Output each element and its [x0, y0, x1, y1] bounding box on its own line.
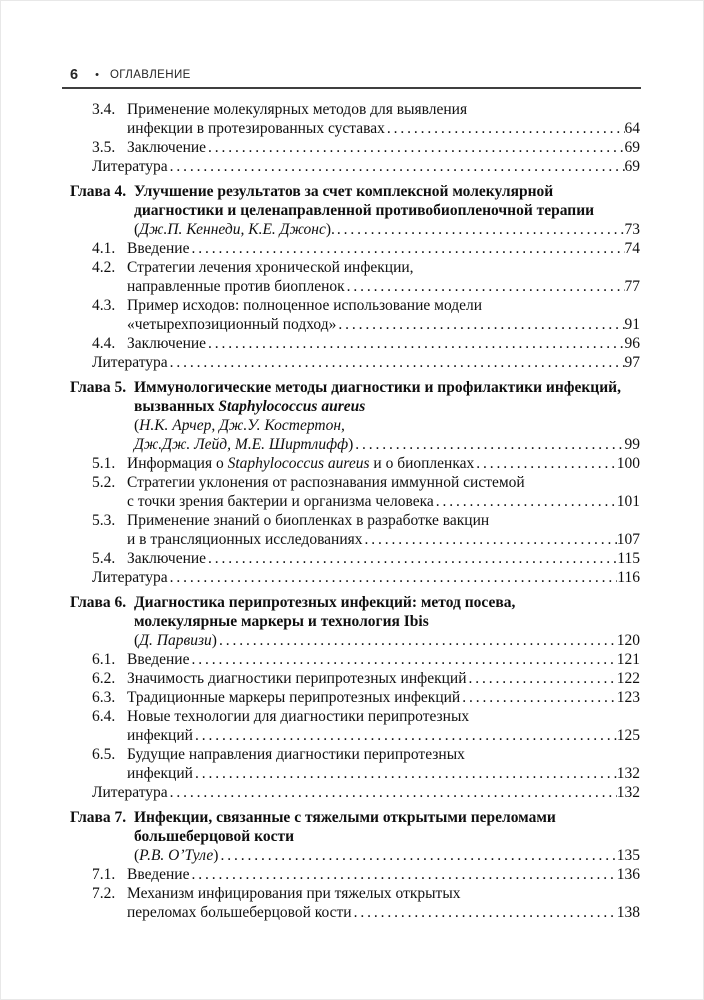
entry-number: 5.2.	[92, 474, 116, 491]
toc-continuation-row	[70, 530, 640, 549]
page-number: 132	[616, 765, 640, 782]
entry-text: Информация о Staphylococcus aureus и о биопленках	[127, 455, 475, 472]
toc-literature-row	[70, 568, 640, 587]
toc-continuation-row	[70, 492, 640, 511]
toc-continuation-row	[70, 827, 640, 846]
running-head-title: ОГЛАВЛЕНИЕ	[109, 69, 191, 81]
toc-chapter-row	[70, 593, 640, 612]
page-number: 69	[624, 158, 640, 175]
toc-continuation-row	[70, 277, 640, 296]
page-number: 122	[616, 670, 640, 687]
dot-leader	[168, 783, 617, 802]
toc-continuation-row	[70, 435, 640, 454]
page-number: 99	[624, 436, 640, 453]
entry-text: Стратегии уклонения от распознавания иммунной системой	[127, 474, 525, 491]
toc-section-row	[70, 296, 640, 315]
page-number: 138	[616, 904, 640, 921]
entry-text: (Д. Парвизи)	[134, 632, 217, 649]
toc-section-row	[70, 688, 640, 707]
entry-text: Заключение	[127, 139, 207, 156]
dot-leader	[460, 688, 617, 707]
toc-section-row	[70, 669, 640, 688]
entry-text: Литература	[92, 569, 168, 586]
toc-continuation-row	[70, 220, 640, 239]
entry-text: Механизм инфицирования при тяжелых открытых	[127, 885, 461, 902]
entry-text: «четырехпозиционный подход»	[127, 316, 337, 333]
entry-text: Стратегии лечения хронической инфекции,	[127, 259, 414, 276]
dot-leader	[168, 568, 618, 587]
page-number: 116	[617, 569, 640, 586]
dot-leader	[467, 669, 617, 688]
dot-leader	[168, 353, 625, 372]
entry-number: 3.5.	[92, 139, 116, 156]
entry-number: 4.4.	[92, 335, 116, 352]
page-number: 121	[616, 651, 640, 668]
toc-continuation-row	[70, 119, 640, 138]
dot-leader	[206, 334, 624, 353]
entry-text: Литература	[92, 354, 168, 371]
entry-text: Пример исходов: полноценное использование модели	[127, 297, 483, 314]
entry-text: Традиционные маркеры перипротезных инфекций	[127, 689, 461, 706]
toc-section-row	[70, 258, 640, 277]
page-number: 64	[624, 120, 640, 137]
entry-text: Инфекции, связанные с тяжелыми открытыми переломами	[134, 809, 556, 826]
toc-section-row	[70, 884, 640, 903]
dot-leader	[189, 650, 616, 669]
entry-text: Литература	[92, 784, 168, 801]
entry-text: Литература	[92, 158, 168, 175]
entry-text: молекулярные маркеры и технология Ibis	[134, 613, 429, 630]
entry-text: вызванных Staphylococcus aureus	[134, 398, 366, 415]
dot-leader	[345, 277, 625, 296]
header-rule	[62, 87, 641, 89]
entry-text: Дж.Дж. Лейд, М.Е. Ширтлифф)	[134, 436, 354, 453]
page-number: 96	[624, 335, 640, 352]
entry-number: 4.2.	[92, 259, 116, 276]
toc-continuation-row	[70, 726, 640, 745]
entry-number: Глава 7.	[70, 809, 127, 826]
toc-section-row	[70, 511, 640, 530]
header-page-number: 6	[70, 67, 79, 83]
entry-text: Улучшение результатов за счет комплексной молекулярной	[134, 183, 554, 200]
entry-number: 6.5.	[92, 746, 116, 763]
page-number: 69	[624, 139, 640, 156]
dot-leader	[189, 865, 616, 884]
entry-text: направленные против биопленок	[127, 278, 345, 295]
entry-text: Значимость диагностики перипротезных инфекций	[127, 670, 467, 687]
toc-continuation-row	[70, 764, 640, 783]
dot-leader	[353, 435, 624, 454]
entry-text: инфекций	[127, 765, 193, 782]
page-number: 123	[616, 689, 640, 706]
entry-number: 4.3.	[92, 297, 116, 314]
entry-text: Иммунологические методы диагностики и профилактики инфекций,	[134, 379, 621, 396]
entry-text: Новые технологии для диагностики перипротезных	[127, 708, 470, 725]
dot-leader	[335, 220, 625, 239]
toc-section-row	[70, 334, 640, 353]
toc-continuation-row	[70, 903, 640, 922]
dot-leader	[206, 549, 617, 568]
entry-text: Применение знаний о биопленках в разработке вакцин	[127, 512, 490, 529]
entry-text: диагностики и целенаправленной противобиопленочной терапии	[134, 202, 595, 219]
entry-number: 6.2.	[92, 670, 116, 687]
running-head	[70, 66, 640, 84]
entry-text: Будущие направления диагностики перипротезных	[127, 746, 465, 763]
dot-leader	[217, 631, 617, 650]
dot-leader	[168, 157, 625, 176]
toc-continuation-row	[70, 416, 640, 435]
entry-number: 7.1.	[92, 866, 116, 883]
toc-chapter-row	[70, 808, 640, 827]
toc-continuation-row	[70, 612, 640, 631]
toc-section-row	[70, 100, 640, 119]
entry-text: Применение молекулярных методов для выявления	[127, 101, 468, 118]
page-number: 120	[616, 632, 640, 649]
entry-text: инфекций	[127, 727, 193, 744]
entry-text: (Н.К. Арчер, Дж.У. Костертон,	[134, 417, 345, 434]
toc-continuation-row	[70, 846, 640, 865]
dot-leader	[218, 846, 616, 865]
dot-leader	[385, 119, 625, 138]
entry-number: Глава 5.	[70, 379, 127, 396]
entry-text: большеберцовой кости	[134, 828, 295, 845]
entry-text: Диагностика перипротезных инфекций: метод посева,	[134, 594, 516, 611]
entry-text: и в трансляционных исследованиях	[127, 531, 363, 548]
entry-number: Глава 6.	[70, 594, 127, 611]
toc-continuation-row	[70, 201, 640, 220]
entry-number: 6.1.	[92, 651, 116, 668]
page-number: 132	[616, 784, 640, 801]
dot-leader	[434, 492, 617, 511]
page-number: 115	[617, 550, 640, 567]
toc-section-row	[70, 138, 640, 157]
table-of-contents	[70, 100, 640, 922]
entry-text: инфекции в протезированных суставах	[127, 120, 385, 137]
entry-text: Введение	[127, 651, 190, 668]
toc-section-row	[70, 745, 640, 764]
page-number: 97	[624, 354, 640, 371]
entry-text: Введение	[127, 866, 190, 883]
page-number: 73	[624, 221, 640, 238]
page-number: 101	[616, 493, 640, 510]
entry-number: 7.2.	[92, 885, 116, 902]
entry-number: Глава 4.	[70, 183, 127, 200]
entry-text: Заключение	[127, 335, 207, 352]
toc-literature-row	[70, 353, 640, 372]
dot-leader	[474, 454, 616, 473]
toc-section-row	[70, 239, 640, 258]
entry-text: переломах большеберцовой кости	[127, 904, 352, 921]
toc-section-row	[70, 707, 640, 726]
dot-leader	[189, 239, 624, 258]
entry-number: 3.4.	[92, 101, 116, 118]
page-number: 135	[616, 847, 640, 864]
page-number: 100	[616, 455, 640, 472]
dot-leader	[193, 764, 617, 783]
entry-number: 6.4.	[92, 708, 116, 725]
toc-section-row	[70, 549, 640, 568]
page-number: 107	[616, 531, 640, 548]
toc-continuation-row	[70, 631, 640, 650]
dot-leader	[336, 315, 624, 334]
entry-number: 4.1.	[92, 240, 116, 257]
entry-text: Введение	[127, 240, 190, 257]
toc-literature-row	[70, 783, 640, 802]
bullet-separator-icon: •	[95, 68, 99, 81]
entry-number: 5.1.	[92, 455, 116, 472]
page-number: 125	[616, 727, 640, 744]
entry-text: с точки зрения бактерии и организма человека	[127, 493, 434, 510]
toc-section-row	[70, 473, 640, 492]
entry-number: 5.4.	[92, 550, 116, 567]
entry-number: 5.3.	[92, 512, 116, 529]
page-number: 77	[624, 278, 640, 295]
entry-text: Заключение	[127, 550, 207, 567]
toc-section-row	[70, 454, 640, 473]
dot-leader	[352, 903, 617, 922]
entry-text: (Р.В. О’Туле)	[134, 847, 219, 864]
page-number: 74	[624, 240, 640, 257]
toc-continuation-row	[70, 315, 640, 334]
toc-chapter-row	[70, 182, 640, 201]
toc-continuation-row	[70, 397, 640, 416]
entry-number: 6.3.	[92, 689, 116, 706]
dot-leader	[193, 726, 617, 745]
page-number: 136	[616, 866, 640, 883]
toc-section-row	[70, 865, 640, 884]
dot-leader	[206, 138, 624, 157]
page-number: 91	[624, 316, 640, 333]
toc-literature-row	[70, 157, 640, 176]
toc-section-row	[70, 650, 640, 669]
toc-chapter-row	[70, 378, 640, 397]
dot-leader	[363, 530, 617, 549]
entry-text: (Дж.П. Кеннеди, К.Е. Джонс).	[134, 221, 335, 238]
